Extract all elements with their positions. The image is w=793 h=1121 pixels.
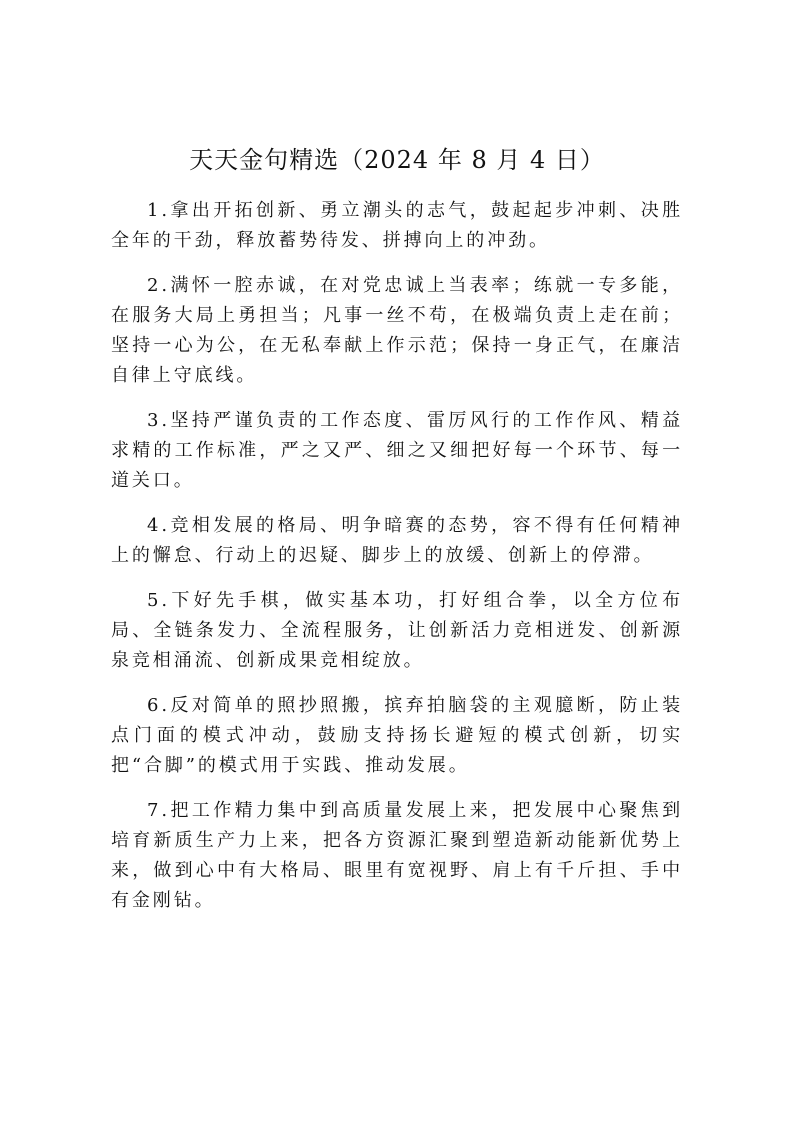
quote-paragraph-1: 1.拿出开拓创新、勇立潮头的志气，鼓起起步冲刺、决胜全年的干劲，释放蓄势待发、拼搏向上的冲劲。 <box>111 200 683 251</box>
page-title: 天天金句精选（2024 年 8 月 4 日） <box>189 146 605 174</box>
quote-paragraph-7: 7.把工作精力集中到高质量发展上来，把发展中心聚焦到培育新质生产力上来，把各方资源汇聚到塑造新动能新优势上来，做到心中有大格局、眼里有宽视野、肩上有千斤担、手中有金刚钻。 <box>111 800 683 911</box>
quote-paragraph-5: 5.下好先手棋，做实基本功，打好组合拳，以全方位布局、全链条发力、全流程服务，让创新活力竞相迸发、创新源泉竞相涌流、创新成果竞相绽放。 <box>111 590 683 671</box>
quote-list <box>111 196 683 916</box>
quote-paragraph-3: 3.坚持严谨负责的工作态度、雷厉风行的工作作风、精益求精的工作标准，严之又严、细之又细把好每一个环节、每一道关口。 <box>111 410 683 491</box>
quote-paragraph-4: 4.竞相发展的格局、明争暗赛的态势，容不得有任何精神上的懈怠、行动上的迟疑、脚步上的放缓、创新上的停滞。 <box>111 515 683 566</box>
quote-paragraph-2: 2.满怀一腔赤诚，在对党忠诚上当表率；练就一专多能，在服务大局上勇担当；凡事一丝不苟，在极端负责上走在前；坚持一心为公，在无私奉献上作示范；保持一身正气，在廉洁自律上守底线。 <box>111 275 683 386</box>
quote-paragraph-6: 6.反对简单的照抄照搬，摈弃拍脑袋的主观臆断，防止装点门面的模式冲动，鼓励支持扬长避短的模式创新，切实把“合脚”的模式用于实践、推动发展。 <box>111 695 683 776</box>
